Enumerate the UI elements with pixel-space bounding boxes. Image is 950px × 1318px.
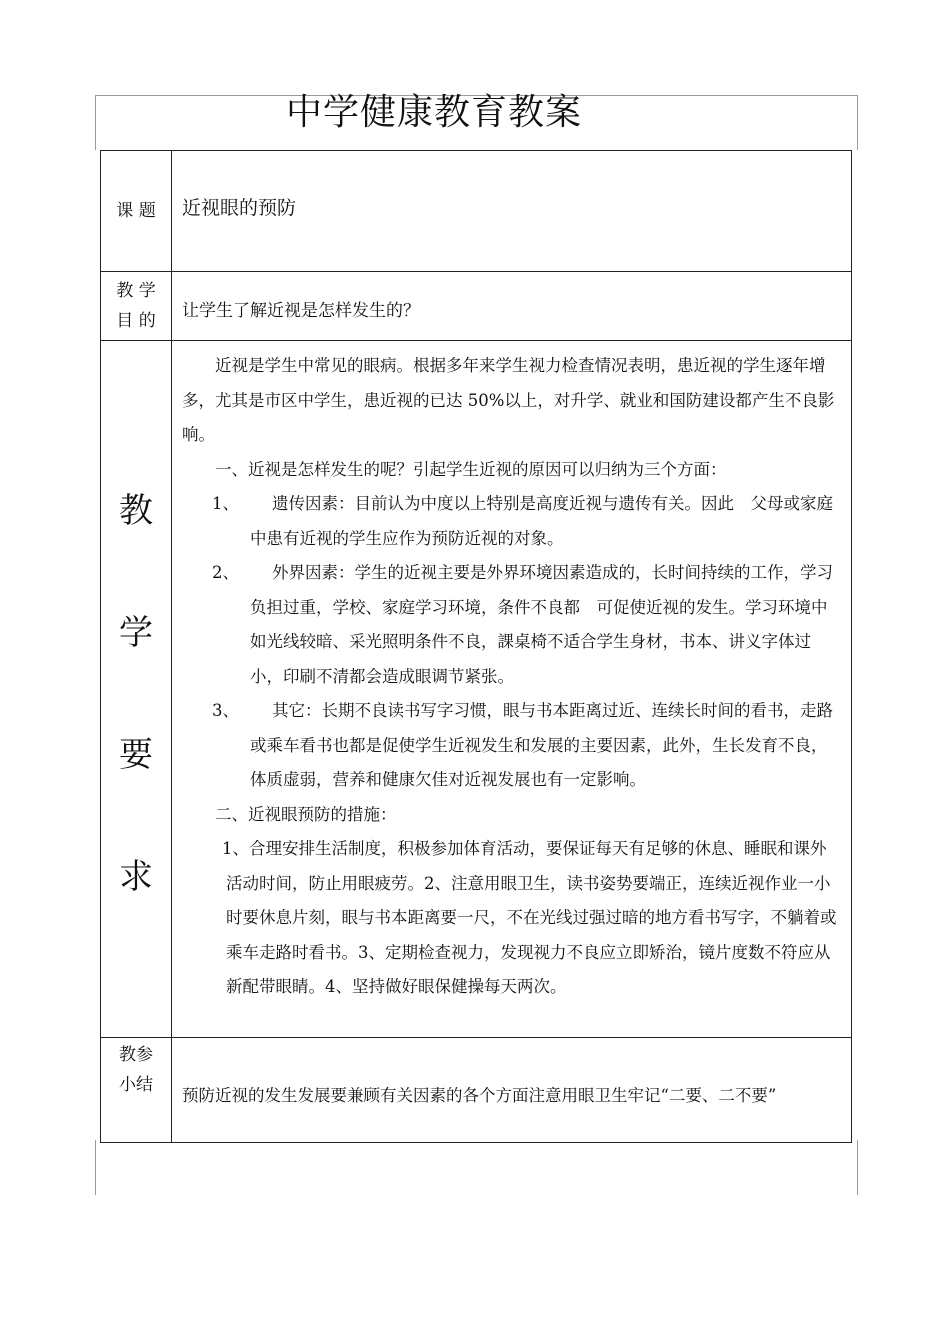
cause-item-1 bbox=[182, 487, 841, 556]
table-row-aim bbox=[101, 272, 852, 341]
cause-number-1: 1、 bbox=[212, 494, 239, 513]
requirements-body bbox=[172, 341, 851, 1037]
frame-line-right-lower bbox=[857, 1140, 858, 1195]
cause-text-2: 外界因素：学生的近视主要是外界环境因素造成的，长时间持续的工作，学习负担过重，学校、家庭学习环境，条件不良都 可促使近视的发生。学习环境中如光线较暗、采光照明条件不良，課桌椅不适合学生身材，书本、讲义字体过小，印刷不清都会造成眼调节紧张。 bbox=[250, 563, 833, 686]
table-row-topic bbox=[101, 151, 852, 272]
requirements-label-char-4: 求 bbox=[119, 857, 153, 897]
requirements-intro: 近视是学生中常见的眼病。根据多年来学生视力检查情况表明，患近视的学生逐年增多，尤其是市区中学生，患近视的已达 50%以上，对升学、就业和国防建设都产生不良影响。 bbox=[182, 356, 835, 444]
requirements-label-stack bbox=[101, 341, 171, 1037]
cause-item-3 bbox=[182, 694, 841, 798]
section-2-heading: 二、近视眼预防的措施： bbox=[215, 804, 397, 824]
summary-cell bbox=[172, 1038, 852, 1143]
summary-label-line2: 小结 bbox=[119, 1075, 153, 1095]
summary-label bbox=[101, 1038, 172, 1143]
topic-value: 近视眼的预防 bbox=[182, 196, 297, 219]
aim-value: 让学生了解近视是怎样发生的？ bbox=[182, 300, 420, 321]
requirements-cell bbox=[172, 341, 852, 1038]
requirements-label-char-3: 要 bbox=[119, 735, 153, 775]
aim-label-line2: 目 的 bbox=[116, 311, 156, 331]
frame-line-right-upper bbox=[857, 95, 858, 150]
page-title: 中学健康教育教案 bbox=[286, 92, 583, 133]
aim-label-line1: 教 学 bbox=[116, 281, 156, 301]
frame-line-left-upper bbox=[95, 95, 96, 150]
cause-text-1: 遗传因素：目前认为中度以上特别是高度近视与遗传有关。因此 父母或家庭中患有近视的学生应作为预防近视的对象。 bbox=[250, 494, 833, 548]
lesson-plan-table bbox=[100, 150, 852, 1143]
requirements-label-char-2: 学 bbox=[119, 613, 153, 653]
table-row-summary bbox=[101, 1038, 852, 1143]
aim-cell bbox=[172, 272, 852, 341]
requirements-label bbox=[101, 341, 172, 1038]
topic-label: 课 题 bbox=[101, 151, 172, 272]
summary-label-line1: 教参 bbox=[119, 1045, 153, 1065]
cause-text-3: 其它：长期不良读书写字习惯，眼与书本距离过近、连续长时间的看书，走路或乘车看书也都是促使学生近视发生和发展的主要因素，此外，生长发育不良，体质虚弱，营养和健康欠佳对近视发展也有一定影响。 bbox=[250, 701, 833, 789]
cause-item-2 bbox=[182, 556, 841, 694]
aim-label bbox=[101, 272, 172, 341]
requirements-label-char-1: 教 bbox=[119, 491, 153, 531]
summary-value: 预防近视的发生发展要兼顾有关因素的各个方面注意用眼卫生牢记“二要、二不要” bbox=[182, 1086, 777, 1105]
prevention-measures: 1、合理安排生活制度，积极参加体育活动，要保证每天有足够的休息、睡眠和课外活动时间，防止用眼疲劳。2、注意用眼卫生，读书姿势要端正，连续近视作业一小时要休息片刻，眼与书本距离要一尺，不在光线过强过暗的地方看书写字，不躺着或乘车走路时看书。3、定期检查视力，发现视力不良应立即矫治，镜片度数不符应从新配带眼睛。4、坚持做好眼保健操每天两次。 bbox=[222, 839, 837, 996]
frame-line-left-lower bbox=[95, 1140, 96, 1195]
section-1-heading: 一、近视是怎样发生的呢？引起学生近视的原因可以归纳为三个方面： bbox=[215, 459, 727, 479]
cause-number-3: 3、 bbox=[212, 701, 239, 720]
table-row-requirements bbox=[101, 341, 852, 1038]
topic-cell bbox=[172, 151, 852, 272]
cause-number-2: 2、 bbox=[212, 563, 239, 582]
